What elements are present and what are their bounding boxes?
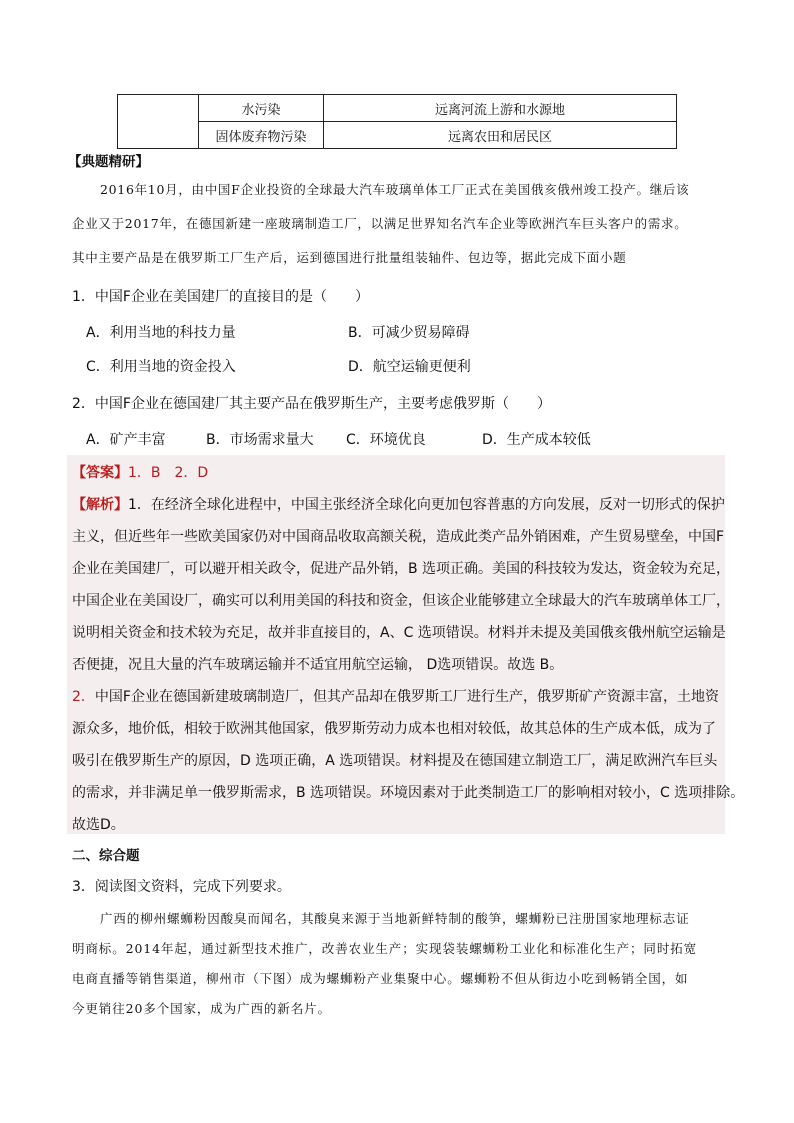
analysis-line-4: 中国企业在美国设厂，确实可以利用美国的科技和资金，但该企业能够建立全球最大的汽车玻璃单体工厂， [72, 593, 730, 609]
section-heading-comprehensive: 二、综合题 [72, 848, 140, 864]
pollution-type-cell: 固体废弃物污染 [199, 122, 324, 149]
table-merged-cell [118, 95, 199, 149]
material-line-2: 明商标。2014年起，通过新型技术推广，改善农业生产；实现袋装螺蛳粉工业化和标准化生产；同时拓宽 [72, 941, 698, 956]
analysis2-line-1 [72, 686, 719, 706]
material-line-1: 广西的柳州螺蛳粉因酸臭而闻名，其酸臭来源于当地新鲜特制的酸笋，螺蛳粉已注册国家地理标志证 [100, 911, 690, 926]
intro-line-1: 2016年10月，由中国F企业投资的全球最大汽车玻璃单体工厂正式在美国俄亥俄州竣工投产。继后该 [100, 182, 690, 197]
q2-option-c: C．环境优良 [346, 432, 426, 448]
analysis2-line-5: 故选D。 [72, 817, 125, 833]
table-row [118, 95, 677, 122]
analysis-line-2: 主义，但近些年一些欧美国家仍对中国商品收取高额关税，造成此类产品外销困难，产生贸易壁垒，中国F [72, 529, 725, 545]
analysis2-number: 2． [72, 689, 95, 705]
q2-option-d: D．生产成本较低 [482, 432, 591, 448]
analysis-line-6: 否便捷，况且大量的汽车玻璃运输并不适宜用航空运输， D选项错误。故选 B。 [72, 657, 564, 673]
analysis-text: 1．在经济全球化进程中，中国主张经济全球化向更加包容普惠的方向发展，反对一切形式的保护 [128, 497, 725, 513]
table-row [118, 122, 677, 149]
analysis-line-1 [72, 494, 725, 514]
pollution-table [117, 94, 677, 149]
material-line-3: 电商直播等销售渠道，柳州市（下图）成为螺蛳粉产业集聚中心。螺蛳粉不但从街边小吃到畅销全国，如 [72, 971, 689, 986]
q2-option-b: B．市场需求量大 [206, 432, 314, 448]
q2-option-a: A．矿产丰富 [86, 432, 166, 448]
section-heading-typical: 【典题精研】 [68, 154, 149, 170]
q1-option-c: C．利用当地的资金投入 [86, 359, 236, 375]
analysis-label: 【解析】 [72, 497, 128, 513]
analysis2-line-2: 源众多，地价低，相较于欧洲其他国家，俄罗斯劳动力成本也相对较低，故其总体的生产成本低，成为了 [72, 721, 716, 737]
q1-option-a: A．利用当地的科技力量 [86, 325, 236, 341]
material-line-4: 今更销往20多个国家，成为广西的新名片。 [72, 1001, 331, 1016]
q1-option-d: D．航空运输更便利 [348, 359, 471, 375]
q1-option-b: B．可减少贸易障碍 [348, 325, 470, 341]
analysis-line-5: 说明相关资金和技术较为充足，故并非直接目的，A、C 选项错误。材料并未提及美国俄亥俄州航空运输是 [72, 625, 726, 641]
analysis2-line-4: 的需求，并非满足单一俄罗斯需求，B 选项错误。环境因素对于此类制造工厂的影响相对较小，C 选项排除。 [72, 785, 745, 801]
intro-line-2: 企业又于2017年，在德国新建一座玻璃制造工厂，以满足世界知名汽车企业等欧洲汽车巨头客户的需求。 [72, 216, 688, 231]
analysis-line-3: 企业在美国建厂，可以避开相关政令，促进产品外销，B 选项正确。美国的科技较为发达，资金较为充足， [72, 561, 731, 577]
answer-text: 1．B 2．D [128, 465, 209, 481]
answer-line [72, 462, 208, 482]
answer-label: 【答案】 [72, 465, 128, 481]
question-1-stem: 1．中国F企业在美国建厂的直接目的是（ ） [72, 289, 369, 305]
analysis2-text: 中国F企业在德国新建玻璃制造厂，但其产品却在俄罗斯工厂进行生产，俄罗斯矿产资源丰富，土地资 [94, 689, 719, 705]
pollution-type-cell: 水污染 [199, 95, 324, 122]
pollution-measure-cell: 远离河流上游和水源地 [324, 95, 677, 122]
question-3-stem: 3．阅读图文资料，完成下列要求。 [72, 879, 291, 895]
pollution-measure-cell: 远离农田和居民区 [324, 122, 677, 149]
intro-line-3: 其中主要产品是在俄罗斯工厂生产后，运到德国进行批量组装轴件、包边等，据此完成下面小题 [72, 250, 627, 265]
question-2-stem: 2．中国F企业在德国建厂其主要产品在俄罗斯生产，主要考虑俄罗斯（ ） [72, 396, 551, 412]
analysis2-line-3: 吸引在俄罗斯生产的原因，D 选项正确，A 选项错误。材料提及在德国建立制造工厂，满足欧洲汽车巨头 [72, 753, 718, 769]
